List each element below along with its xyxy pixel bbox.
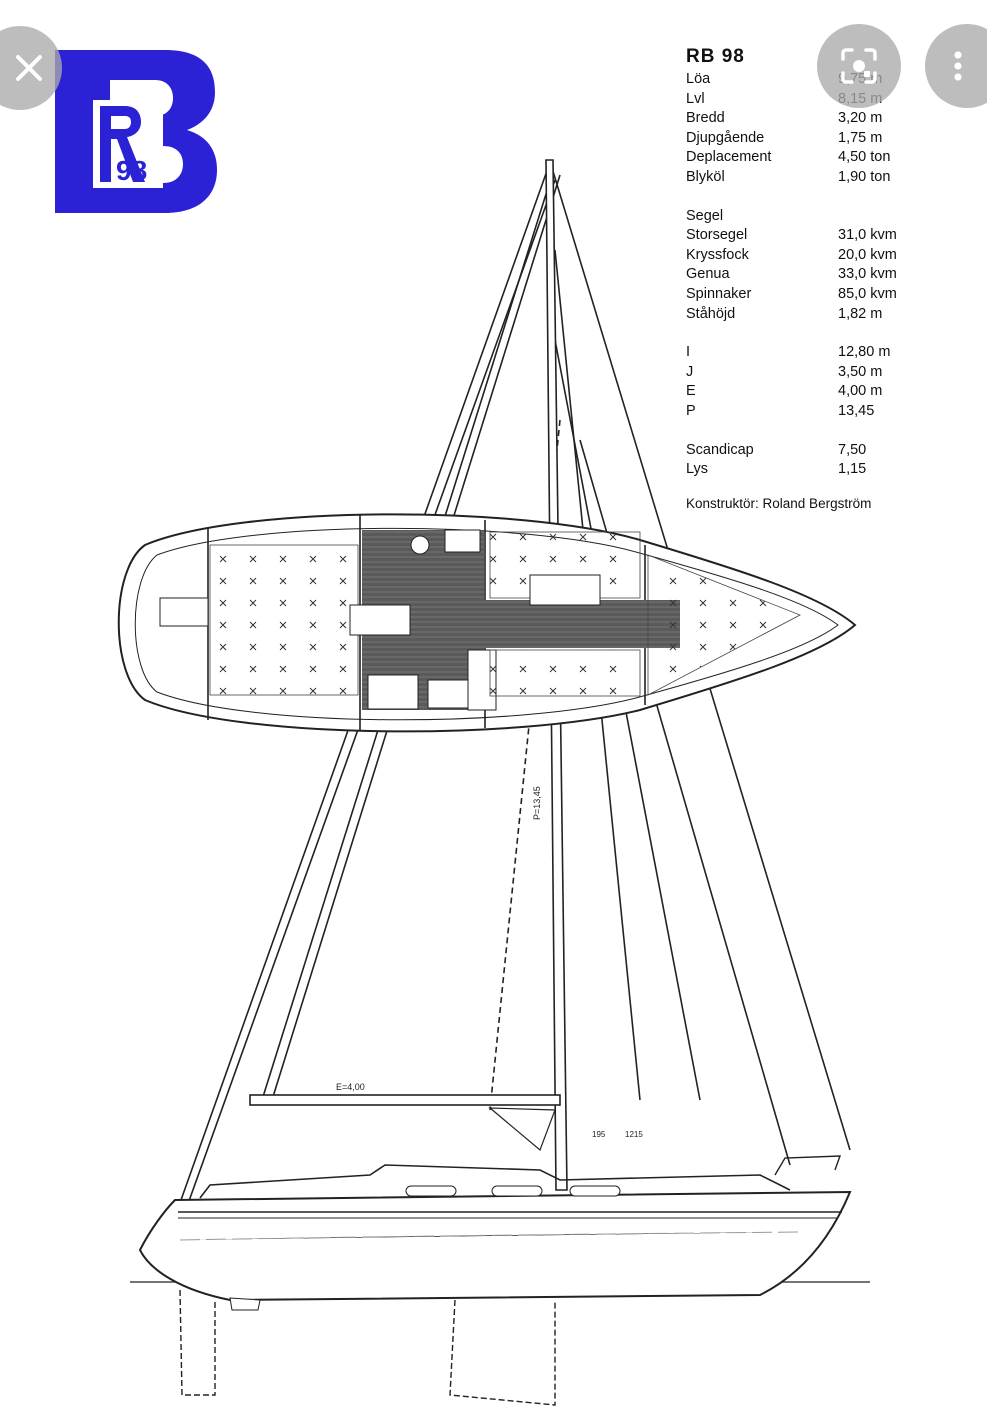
spec-label: I xyxy=(686,344,691,361)
foot-label-1: 195 xyxy=(592,1130,606,1139)
spec-label: Lys xyxy=(686,461,709,478)
spec-value: 85,0 kvm xyxy=(838,285,897,302)
foot-label-2: 1215 xyxy=(625,1130,643,1139)
spec-value: 1,90 ton xyxy=(838,168,891,185)
constructor-credit: Konstruktör: Roland Bergström xyxy=(686,495,872,511)
spec-label: Lvl xyxy=(686,90,705,107)
spec-label: Blyköl xyxy=(686,168,725,185)
spec-value: 31,0 kvm xyxy=(838,227,897,244)
spec-label: J xyxy=(686,363,694,380)
boom-label: E=4,00 xyxy=(336,1082,365,1092)
spec-label: Spinnaker xyxy=(686,285,752,302)
spec-value: 1,15 xyxy=(838,461,867,478)
spec-label: Djupgående xyxy=(686,129,765,146)
spec-value: 1,75 m xyxy=(838,129,883,146)
svg-text:98: 98 xyxy=(116,155,148,186)
sail-heading: Segel xyxy=(686,207,724,224)
spec-value: 7,50 xyxy=(838,441,867,458)
image-search-button[interactable] xyxy=(817,24,901,108)
spec-label: Deplacement xyxy=(686,149,772,166)
spec-value: 4,00 m xyxy=(838,383,883,400)
spec-value: 33,0 kvm xyxy=(838,266,897,283)
spec-label: P xyxy=(686,402,696,419)
spec-label: Storsegel xyxy=(686,227,748,244)
spec-value: 20,0 kvm xyxy=(838,246,897,263)
spec-label: Bredd xyxy=(686,110,725,127)
spec-label: E xyxy=(686,383,696,400)
spec-value: 4,50 ton xyxy=(838,149,891,166)
spec-value: 1,82 m xyxy=(838,305,883,322)
mast-label: P=13,45 xyxy=(532,786,542,820)
image-search-icon xyxy=(837,44,881,88)
spec-value: 13,45 xyxy=(838,402,875,419)
model-title: RB 98 xyxy=(686,46,745,67)
spec-label: Scandicap xyxy=(686,441,754,458)
spec-value: 3,50 m xyxy=(838,363,883,380)
spec-label: Löa xyxy=(686,71,711,87)
spec-label: Genua xyxy=(686,266,730,283)
deck-plan xyxy=(119,514,855,731)
spec-value: 12,80 m xyxy=(838,344,891,361)
hull-profile xyxy=(130,1130,870,1405)
spec-label: Ståhöjd xyxy=(686,305,736,322)
boom xyxy=(250,1082,560,1150)
spec-label: Kryssfock xyxy=(686,246,749,263)
more-vertical-icon xyxy=(938,46,978,86)
close-icon xyxy=(9,48,49,88)
spec-value: 3,20 m xyxy=(838,110,883,127)
